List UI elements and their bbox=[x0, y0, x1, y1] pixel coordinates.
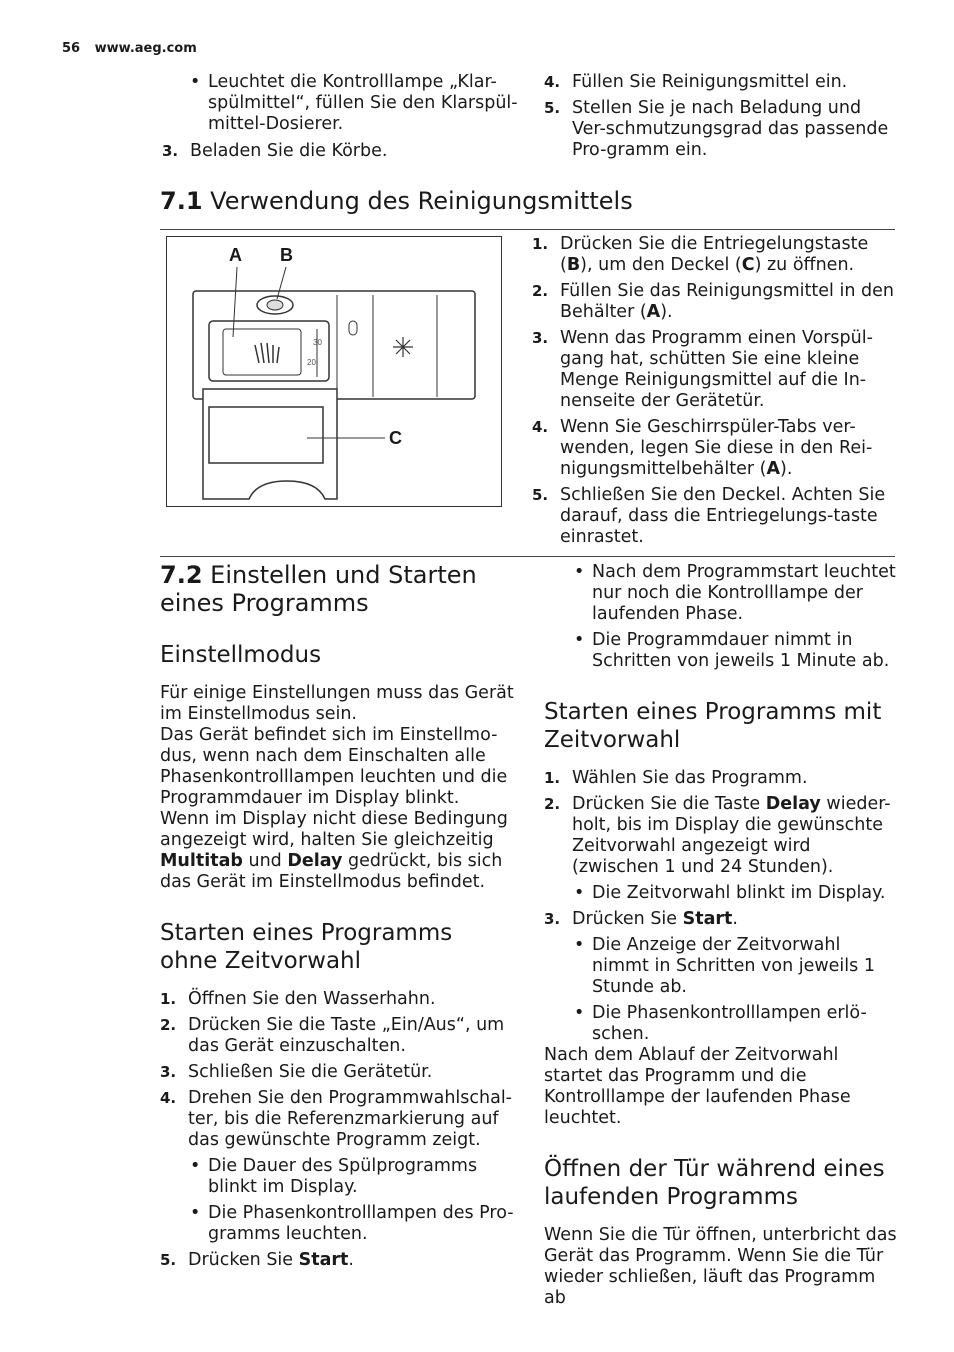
section-7-2-right bbox=[544, 698, 900, 1309]
list-item: • Die Zeitvorwahl blinkt im Display. bbox=[572, 883, 900, 904]
list-item: • Die Programmdauer nimmt in Schritten von jeweils 1 Minute ab. bbox=[572, 630, 898, 672]
list-item: • Leuchtet die Kontrolllampe „Klar-spülmittel“, füllen Sie den Klarspül-mittel-Dosierer. bbox=[188, 72, 518, 135]
paragraph: Nach dem Ablauf der Zeitvorwahl startet das Programm und die Kontrolllampe der laufenden Phase leuchtet. bbox=[544, 1045, 851, 1128]
bullet-list bbox=[188, 72, 518, 135]
paragraph: Wenn Sie die Tür öffnen, unterbricht das Gerät das Programm. Wenn Sie die Tür wieder schließen, läuft das Programm ab bbox=[544, 1225, 897, 1308]
label-a: A bbox=[229, 245, 242, 265]
top-left-column bbox=[188, 72, 518, 140]
list-item: 1. Wählen Sie das Programm. bbox=[544, 768, 808, 788]
dispenser-illustration bbox=[167, 237, 501, 506]
step-number: 4. bbox=[544, 73, 561, 91]
tuer-heading: Öffnen der Tür während eines laufenden Programms bbox=[544, 1156, 885, 1210]
list-item: 3. Wenn das Programm einen Vorspül-gang hat, schütten Sie eine kleine Menge Reinigungsmittel auf die In-nenseite der Gerätetür. bbox=[532, 328, 873, 411]
list-item: • Nach dem Programmstart leuchtet nur noch die Kontrolllampe der laufenden Phase. bbox=[572, 562, 898, 625]
step-text: Füllen Sie Reinigungsmittel ein. bbox=[572, 72, 848, 92]
top-right-column bbox=[544, 72, 900, 166]
section-7-2-heading bbox=[160, 561, 516, 617]
list-item: 1. Öffnen Sie den Wasserhahn. bbox=[160, 989, 436, 1009]
ohne-zeitvorwahl-heading: Starten eines Programms ohne Zeitvorwahl bbox=[160, 920, 453, 974]
list-item: 5. Schließen Sie den Deckel. Achten Sie darauf, dass die Entriegelungs-taste einrastet. bbox=[532, 485, 886, 547]
section-7-2-left bbox=[160, 561, 516, 1276]
list-item: • Die Phasenkontrolllampen erlö-schen. bbox=[572, 1003, 900, 1045]
list-item: 3. Drücken Sie Start. • Die Anzeige der Zeitvorwahl nimmt in Schritten von jeweils 1 Stunde ab. • Die Phasenkontrolllampen erlö-schen. bbox=[544, 909, 900, 1045]
list-item: 2. Drücken Sie die Taste „Ein/Aus“, um das Gerät einzuschalten. bbox=[160, 1015, 505, 1056]
list-item bbox=[544, 72, 900, 93]
list-item: • Die Anzeige der Zeitvorwahl nimmt in Schritten von jeweils 1 Stunde ab. bbox=[572, 935, 900, 998]
list-item bbox=[162, 141, 518, 162]
list-item: 1. Drücken Sie die Entriegelungstaste (B), um den Deckel (C) zu öffnen. bbox=[532, 234, 869, 275]
section-title: Einstellen und Starten eines Programms bbox=[160, 561, 477, 617]
detergent-dispenser-figure bbox=[166, 236, 502, 507]
section-7-1-heading bbox=[160, 187, 633, 215]
divider bbox=[160, 556, 895, 557]
top-left-steps bbox=[162, 141, 518, 167]
step-number: 5. bbox=[532, 486, 549, 504]
list-item: • Die Dauer des Spülprogramms blinkt im Display. bbox=[188, 1156, 516, 1198]
divider bbox=[160, 229, 895, 230]
header-url: www.aeg.com bbox=[94, 41, 197, 56]
paragraph: Das Gerät befindet sich im Einstellmo-dus, wenn nach dem Einschalten alle Phasenkontrolllampen leuchten und die Programmdauer im Display blinkt. bbox=[160, 725, 508, 808]
page-header bbox=[62, 38, 197, 59]
section-7-1-steps bbox=[532, 234, 894, 553]
paragraph: Wenn im Display nicht diese Bedingung angezeigt wird, halten Sie gleichzeitig Multitab und Delay gedrückt, bis sich das Gerät im Einstellmodus befindet. bbox=[160, 809, 508, 892]
section-number: 7.1 bbox=[160, 187, 203, 215]
list-item: 5. Drücken Sie Start. bbox=[160, 1250, 354, 1270]
list-item: • Die Phasenkontrolllampen des Pro-gramms leuchten. bbox=[188, 1203, 516, 1245]
einstellmodus-heading: Einstellmodus bbox=[160, 642, 322, 668]
list-item bbox=[544, 98, 900, 161]
step-number: 3. bbox=[162, 142, 179, 160]
paragraph: Für einige Einstellungen muss das Gerät im Einstellmodus sein. bbox=[160, 683, 514, 724]
svg-text:30: 30 bbox=[313, 338, 322, 347]
list-item: 2. Füllen Sie das Reinigungsmittel in den Behälter (A). bbox=[532, 281, 894, 322]
section-7-2-right-bullets bbox=[572, 562, 898, 677]
step-number: 2. bbox=[532, 282, 549, 300]
step-text: Beladen Sie die Körbe. bbox=[190, 141, 388, 161]
list-item: 3. Schließen Sie die Gerätetür. bbox=[160, 1062, 433, 1082]
label-b: B bbox=[280, 245, 293, 265]
label-c: C bbox=[389, 428, 402, 448]
page-number: 56 bbox=[62, 41, 81, 56]
list-item: 4. Drehen Sie den Programmwahlschal-ter, bis die Referenzmarkierung auf das gewünschte Programm zeigt. • Die Dauer des Spülprogramms blinkt im Display. • Die Phasenkontrolllampen des Pro-gramms leuchten. bbox=[160, 1088, 516, 1245]
svg-text:20: 20 bbox=[307, 358, 316, 367]
section-number: 7.2 bbox=[160, 561, 203, 589]
step-number: 1. bbox=[532, 235, 549, 253]
step-number: 5. bbox=[544, 99, 561, 117]
mit-zeitvorwahl-heading: Starten eines Programms mit Zeitvorwahl bbox=[544, 699, 882, 753]
list-item: 2. Drücken Sie die Taste Delay wieder-holt, bis im Display die gewünschte Zeitvorwahl angezeigt wird (zwischen 1 und 24 Stunden). • Die Zeitvorwahl blinkt im Display. bbox=[544, 794, 900, 904]
step-number: 4. bbox=[532, 418, 549, 436]
list-item: 4. Wenn Sie Geschirrspüler-Tabs ver-wenden, legen Sie diese in den Rei-nigungsmittelbehälter (A). bbox=[532, 417, 873, 479]
step-number: 3. bbox=[532, 329, 549, 347]
step-text: Stellen Sie je nach Beladung und Ver-schmutzungsgrad das passende Pro-gramm ein. bbox=[572, 98, 889, 160]
section-title: Verwendung des Reinigungsmittels bbox=[210, 187, 633, 215]
